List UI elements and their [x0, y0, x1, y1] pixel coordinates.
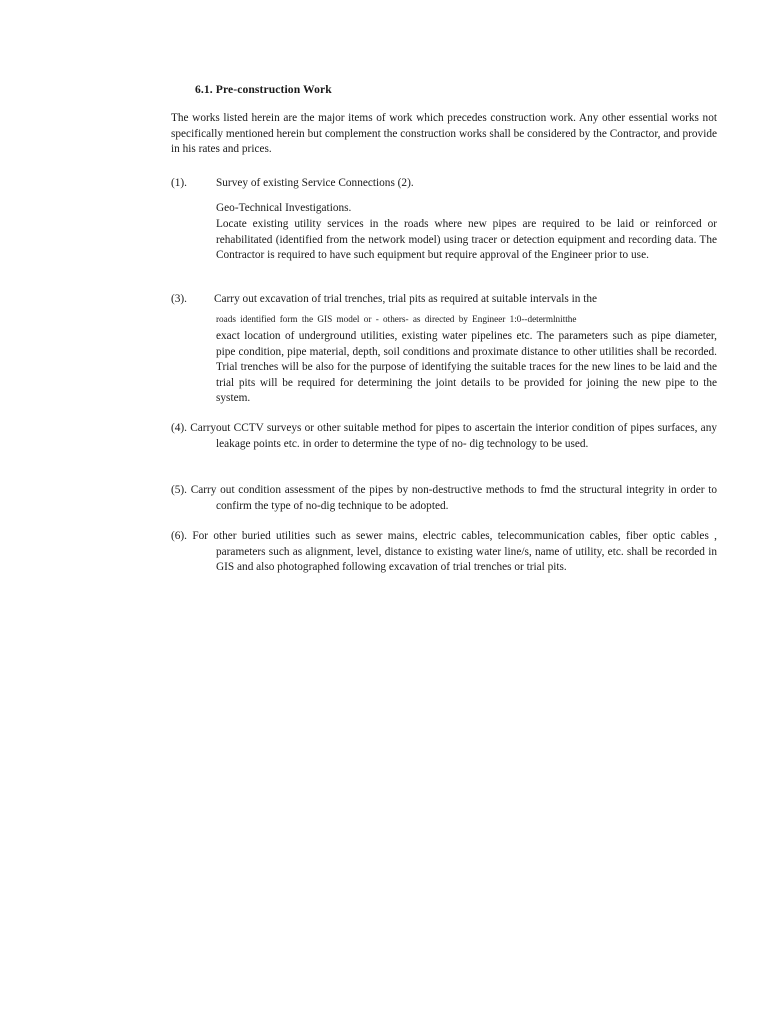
item-text: (4). Carryout CCTV surveys or other suitable method for pipes to ascertain the interior condition of pipes surfaces, any leakage points etc. in order to determine the type of no- dig technology to be used.: [171, 422, 717, 450]
list-item-1: [171, 176, 717, 286]
item-text: (6). For other buried utilities such as sewer mains, electric cables, telecommunication cables, fiber optic cables , parameters such as alignment, level, distance to existing water line/s, name of utility, etc. shall be recorded in GIS and also photographed following excavation of trial trenches or trial pits.: [171, 530, 717, 574]
item-lead: Survey of existing Service Connections (2).: [216, 177, 414, 189]
item-body: exact location of underground utilities, existing water pipelines etc. The parameters such as pipe diameter, pipe condition, pipe material, depth, soil conditions and proximate distance to other utilities shall be recorded. Trial trenches will be also for the purpose of identifying the suitable traces for the new lines to be laid and the trial pits will be required for determining the joint details to be provided for joining the new pipe to the system.: [216, 330, 717, 405]
item-subheading: Geo-Technical Investigations.: [216, 202, 352, 214]
section-heading: [195, 82, 332, 98]
section-title: Pre-construction Work: [215, 83, 332, 96]
item-marker: (3).: [171, 293, 187, 305]
list-item-3: [171, 292, 717, 412]
item-small-line: roads identified form the GIS model or - others- as directed by Engineer 1:0--determlnitthe: [216, 314, 577, 324]
item-text: (5). Carry out condition assessment of the pipes by non-destructive methods to fmd the structural integrity in order to confirm the type of no-dig technique to be adopted.: [171, 484, 717, 512]
intro-paragraph: The works listed herein are the major items of work which precedes construction work. Any other essential works not specifically mentioned herein but complement the construction works shall be considered by the Contractor, and provide in his rates and prices.: [171, 112, 717, 156]
item-body: Locate existing utility services in the roads where new pipes are required to be laid or reinforced or rehabilitated (identified from the network model) using tracer or detection equipment and recording data. The Contractor is required to have such equipment but require approval of the Engineer prior to use.: [216, 218, 717, 262]
section-number: 6.1.: [195, 83, 213, 96]
item-lead: Carry out excavation of trial trenches, trial pits as required at suitable intervals in the: [214, 293, 598, 305]
item-marker: (1).: [171, 177, 187, 189]
